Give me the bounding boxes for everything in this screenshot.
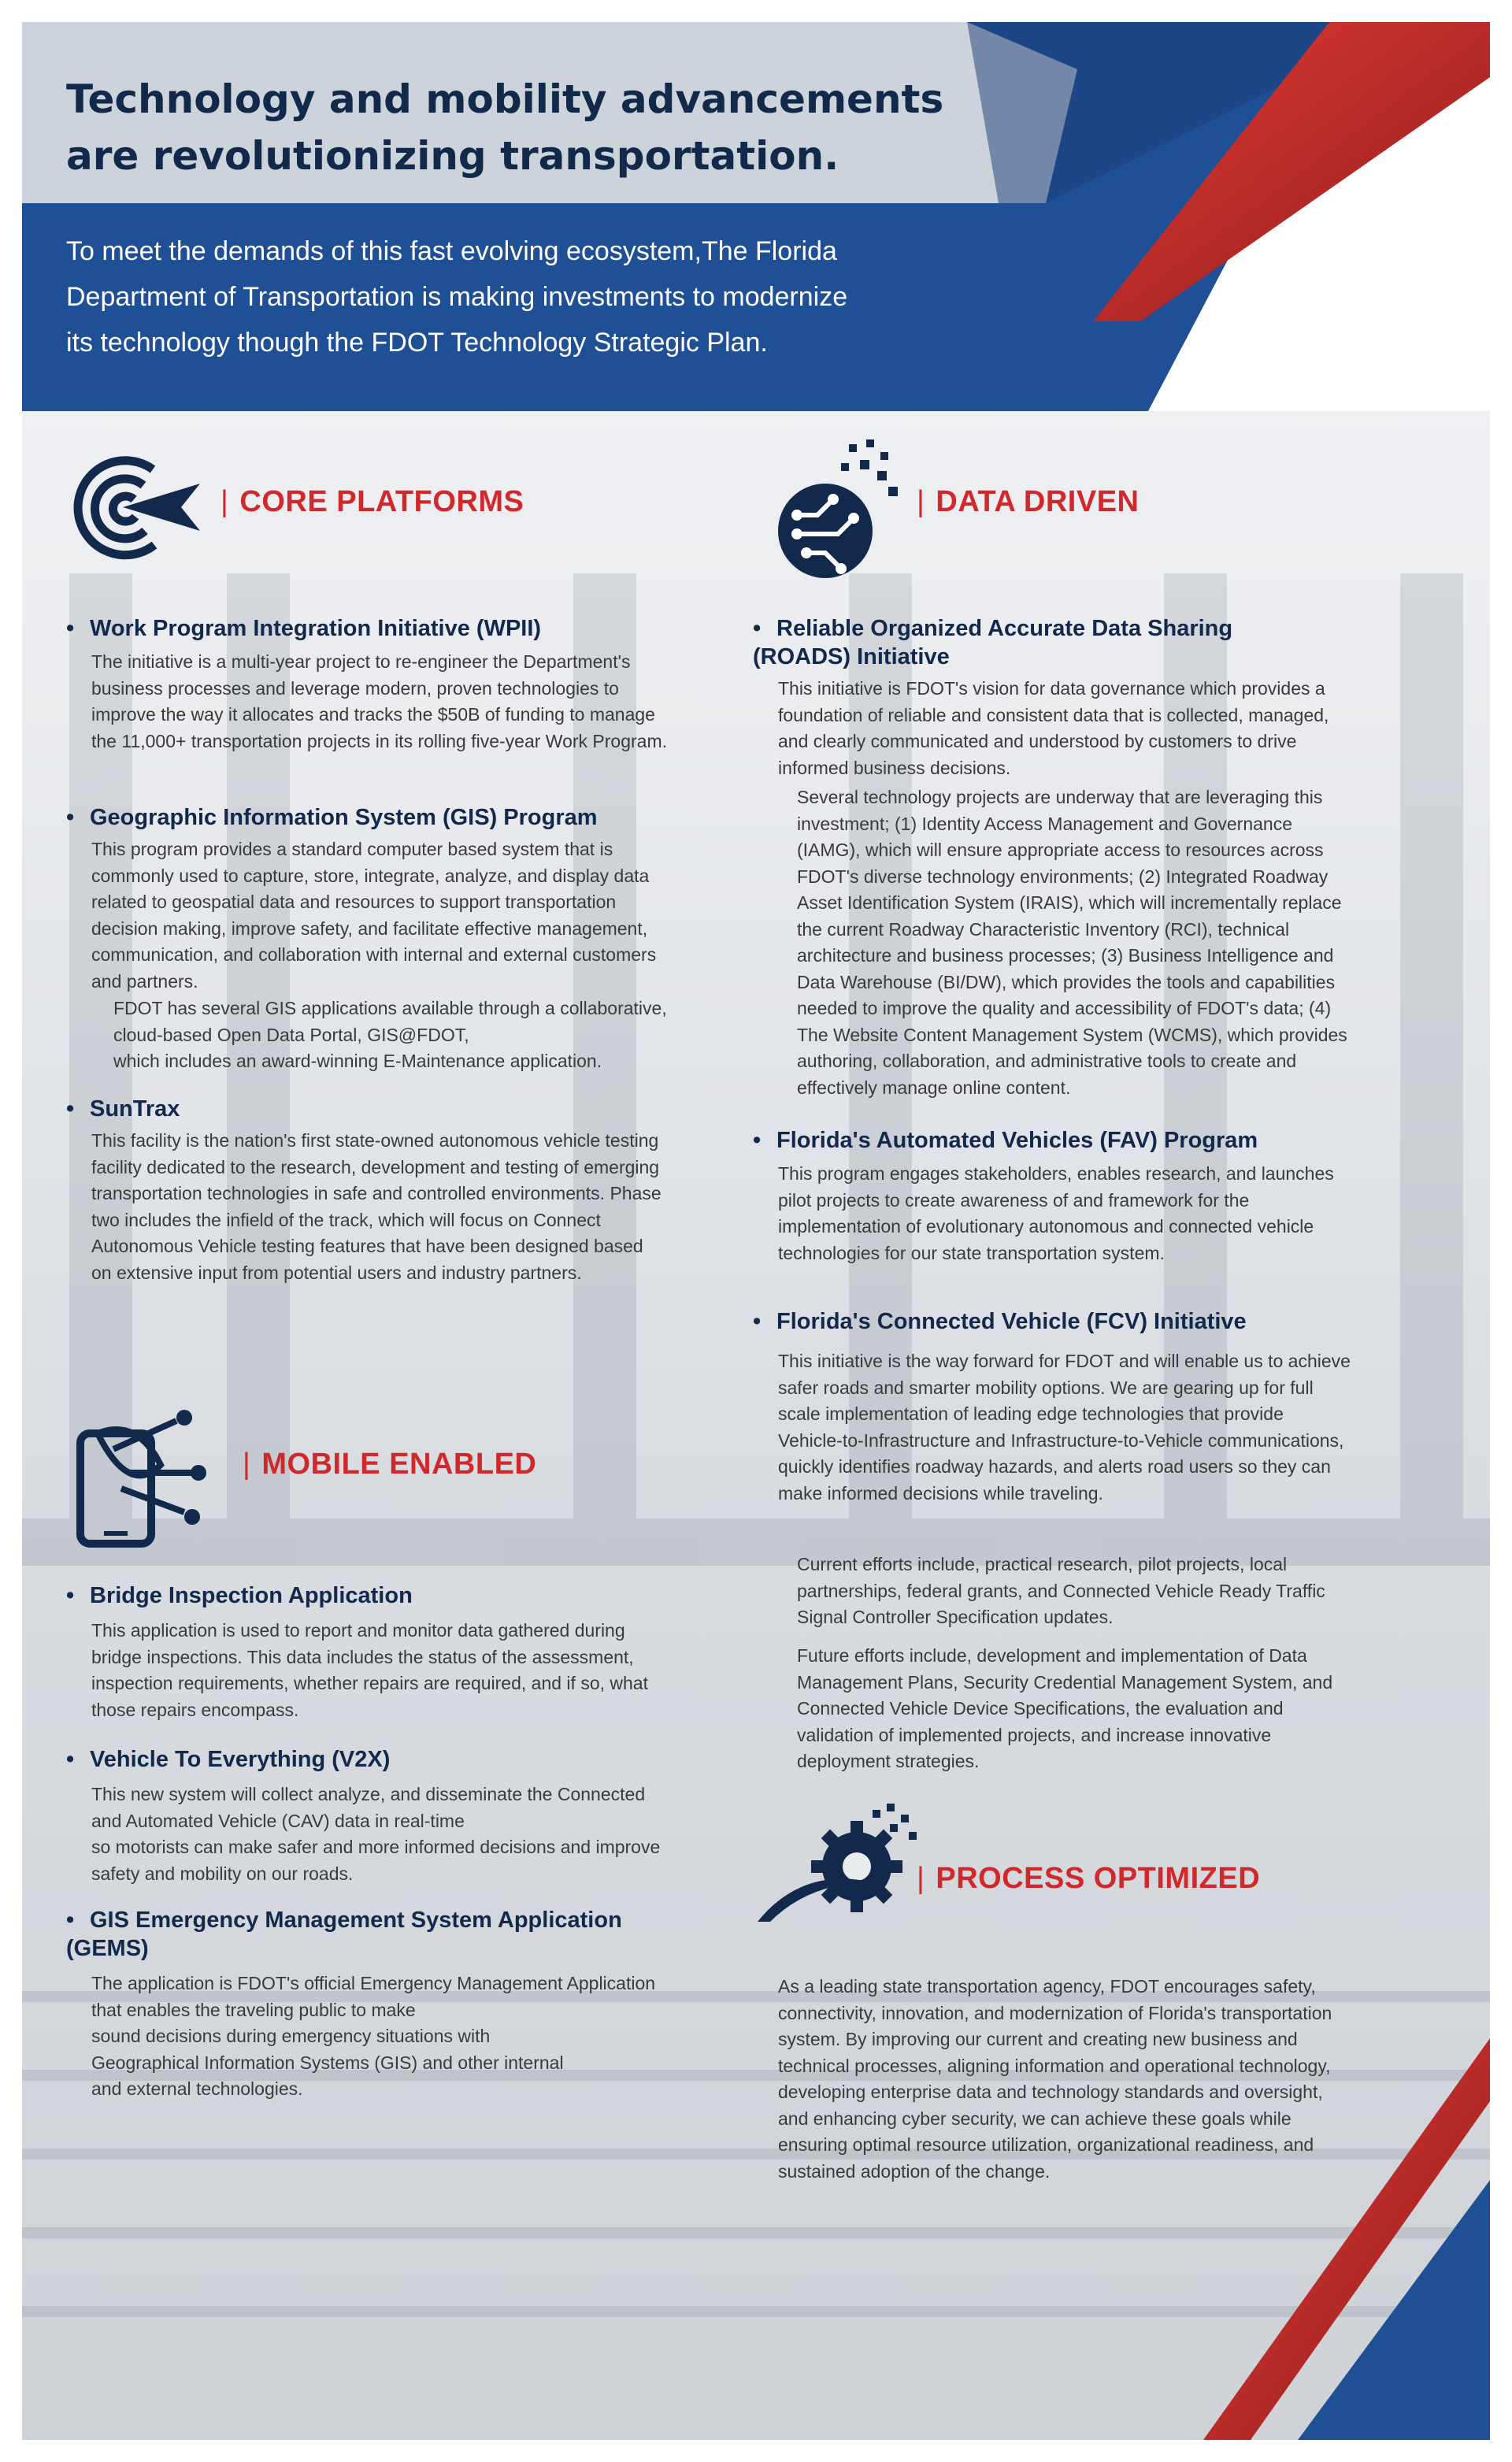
gis-program-title: • Geographic Information System (GIS) Program bbox=[66, 805, 598, 830]
wpii-body: The initiative is a multi-year project to re-engineer the Department's business processes and leverage modern, proven technologies to improve the way it allocates and tracks the $50B of funding to manage the 11,000+ transportation projects in its rolling five-year Work Program. bbox=[91, 651, 668, 751]
mobile-enabled-title: | MOBILE ENABLED bbox=[243, 1448, 537, 1481]
core-platforms-title: | CORE PLATFORMS bbox=[220, 485, 524, 518]
corner-accent bbox=[1203, 2038, 1490, 2440]
fcv-body: This initiative is the way forward for FDOT and will enable us to achieve safer roads and smarter mobility options. We are gearing up for full scale implementation of leading edge technologies that provide Vehicle-to-Infrastructure and Infrastructure-to-Vehicle communications, quickly identifies roadway hazards, and alerts road users so they can make informed decisions while traveling. bbox=[778, 1351, 1351, 1504]
target-icon bbox=[66, 452, 208, 562]
gis-program-body: This program provides a standard computer based system that is commonly used to capture, store, integrate, analyze, and display data related to geospatial data and resources to support transportation decision making, improve safety, and facilitate effective management, communication, and collaboration with internal and external customers and partners. bbox=[91, 839, 657, 992]
fcv-current-efforts: Current efforts include, practical research, pilot projects, local partnerships, federal grants, and Connected Vehicle Ready Traffic Signal Controller Specification updates. bbox=[797, 1554, 1325, 1627]
infographic-frame bbox=[22, 22, 1490, 2440]
gems-title: • GIS Emergency Management System Application (GEMS) bbox=[66, 1908, 622, 1961]
mobile-satellite-icon bbox=[66, 1402, 216, 1552]
fcv-future-efforts: Future efforts include, development and implementation of Data Management Plans, Security Credential Management System, and Connected Vehicle Device Specifications, the evaluation and validation of implemented projects, and increase innovative deployment strategies. bbox=[797, 1645, 1333, 1771]
gis-program-extra: FDOT has several GIS applications available through a collaborative, cloud-based Open Data Portal, GIS@FDOT, which includes an award-winning E-Maintenance application. bbox=[113, 998, 667, 1071]
fav-body: This program engages stakeholders, enables research, and launches pilot projects to create awareness of and framework for the implementation of evolutionary autonomous and connected vehicle technologies for our state transportation system. bbox=[778, 1163, 1334, 1263]
fav-title: • Florida's Automated Vehicles (FAV) Program bbox=[753, 1128, 1258, 1153]
subhead: To meet the demands of this fast evolving ecosystem,The Florida Department of Transportation is making investments to modernize its technology though the FDOT Technology Strategic Plan. bbox=[66, 236, 848, 358]
process-optimized-title: | PROCESS OPTIMIZED bbox=[917, 1862, 1261, 1895]
v2x-body: This new system will collect analyze, and disseminate the Connected and Automated Vehicle (CAV) data in real-time so motorists can make safer and more informed decisions and improve safety and mobility on our roads. bbox=[91, 1784, 661, 1884]
data-driven-title: | DATA DRIVEN bbox=[917, 485, 1140, 518]
wpii-title: • Work Program Integration Initiative (WPII) bbox=[66, 616, 542, 641]
data-circuit-icon bbox=[762, 436, 904, 586]
gear-icon bbox=[754, 1804, 928, 1930]
headline: Technology and mobility advancements are revolutionizing transportation. bbox=[66, 76, 944, 179]
v2x-title: • Vehicle To Everything (V2X) bbox=[66, 1747, 391, 1772]
bridge-inspection-title: • Bridge Inspection Application bbox=[66, 1583, 413, 1608]
roads-extra: Several technology projects are underway that are leveraging this investment; (1) Identity Access Management and Governance (IAMG), which will ensure appropriate access to resources across FDOT's diverse technology environments; (2) Integrated Roadway Asset Identification System (IRAIS), which will incrementally replace the current Roadway Characteristic Inventory (RCI), technical architecture and business processes; (3) Business Intelligence and Data Warehouse (BI/DW), which provides the tools and capabilities needed to improve the quality and accessibility of FDOT's data; (4) The Website Content Management System (WCMS), which provides authoring, collaboration, and administrative tools to create and effectively manage online content. bbox=[797, 787, 1347, 1098]
suntrax-title: • SunTrax bbox=[66, 1096, 180, 1122]
header-banner bbox=[22, 22, 1490, 411]
gems-body: The application is FDOT's official Emergency Management Application that enables the traveling public to make sound decisions during emergency situations with Geographical Information Systems (GIS) and other internal and external technologies. bbox=[91, 1973, 656, 2099]
roads-body: This initiative is FDOT's vision for data governance which provides a foundation of reliable and consistent data that is collected, managed, and clearly communicated and understood by customers to drive informed business decisions. bbox=[778, 678, 1329, 778]
process-optimized-body: As a leading state transportation agency, FDOT encourages safety, connectivity, innovation, and modernization of Florida's transportation system. By improving our current and creating new business and technical processes, aligning information and operational technology, developing enterprise data and technology standards and oversight, and enhancing cyber security, we can achieve these goals while ensuring optimal resource utilization, organizational readiness, and sustained adoption of the change. bbox=[778, 1976, 1332, 2182]
bridge-inspection-body: This application is used to report and monitor data gathered during bridge inspections. This data includes the status of the assessment, inspection requirements, whether repairs are required, and if so, what those repairs encompass. bbox=[91, 1620, 648, 1720]
suntrax-body: This facility is the nation's first state-owned autonomous vehicle testing facility dedicated to the research, development and testing of emerging transportation technologies in safe and controlled environments. Phase two includes the infield of the track, which will focus on Connect Autonomous Vehicle testing features that have been designed based on extensive input from potential users and industry partners. bbox=[91, 1130, 662, 1283]
roads-title: • Reliable Organized Accurate Data Sharing (ROADS) Initiative bbox=[753, 616, 1233, 669]
fcv-title: • Florida's Connected Vehicle (FCV) Initiative bbox=[753, 1309, 1247, 1334]
